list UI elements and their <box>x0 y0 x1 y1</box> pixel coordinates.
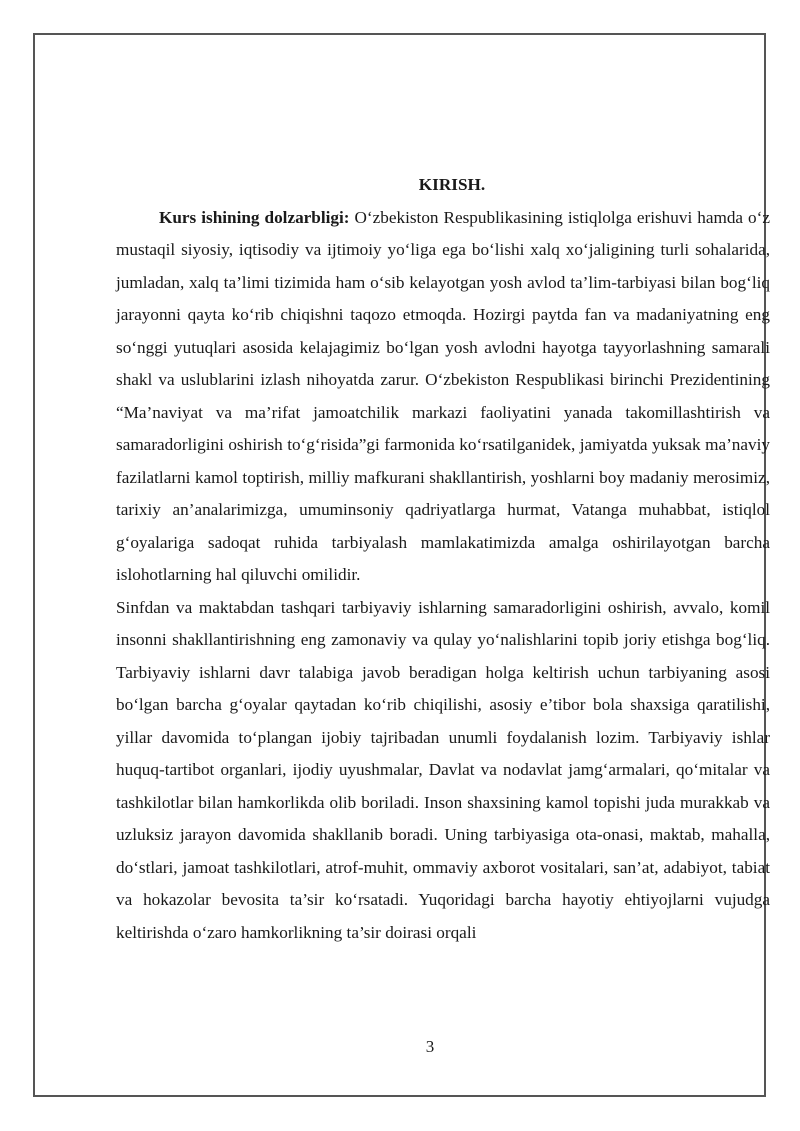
paragraph-text: O‘zbekiston Respublikasining istiqlolga erishuvi hamda o‘z mustaqil siyosiy, iqtisodiy va ijtimoiy yo‘liga ega bo‘lishi xalq xo‘jaligining turli sohalarida, jumladan, xalq ta’limi tizimida ham o‘sib kelayotgan yosh avlod ta’lim-tarbiyasi bilan bog‘liq jarayonni qayta ko‘rib chiqishni taqozo etmoqda. Hozirgi paytda fan va madaniyatning eng so‘nggi yutuqlari asosida kelajagimiz bo‘lgan yosh avlodni hayotga tayyorlashning samarali shakl va uslublarini izlash nihoyatda zarur. O‘zbekiston Respublikasi birinchi Prezidentining “Ma’naviyat va ma’rifat jamoatchilik markazi faoliyatini yanada takomillashtirish va samaradorligini oshirish to‘g‘risida”gi farmonida ko‘rsatilganidek, jamiyatda yuksak ma’naviy fazilatlarni kamol toptirish, milliy mafkurani shakllantirish, yoshlarni boy madaniy merosimiz, tarixiy an’analarimizga, umuminsoniy qadriyatlarga hurmat, Vatanga muhabbat, istiqlol g‘oyalariga sadoqat ruhida tarbiyalash mamlakatimizda amalga oshirilayotgan barcha islohotlarning hal qiluvchi omilidir. <box>116 207 770 584</box>
paragraph-relevance <box>116 202 770 592</box>
paragraph-extracurricular: Sinfdan va maktabdan tashqari tarbiyaviy ishlarning samaradorligini oshirish, avvalo, komil insonni shakllantirishning eng zamonaviy va qulay yo‘nalishlarini topib joriy etishga bog‘liq. Tarbiyaviy ishlarni davr talabiga javob beradigan holga keltirish uchun tarbiyaning asosi bo‘lgan barcha g‘oyalar qaytadan ko‘rib chiqilishi, asosiy e’tibor bola shaxsiga qaratilishi, yillar davomida to‘plangan ijobiy tajribadan unumli foydalanish lozim. Tarbiyaviy ishlar huquq-tartibot organlari, ijodiy uyushmalar, Davlat va nodavlat jamg‘armalari, qo‘mitalar va tashkilotlar bilan hamkorlikda olib boriladi. Inson shaxsining kamol topishi juda murakkab va uzluksiz jarayon davomida shakllanib boradi. Uning tarbiyasiga ota-onasi, maktab, mahalla, do‘stlari, jamoat tashkilotlari, atrof-muhit, ommaviy axborot vositalari, san’at, adabiyot, tabiat va hokazolar bevosita ta’sir ko‘rsatadi. Yuqoridagi barcha hayotiy ehtiyojlarni vujudga keltirishda o‘zaro hamkorlikning ta’sir doirasi orqali <box>116 597 770 942</box>
document-body <box>116 169 770 949</box>
section-heading: KIRISH. <box>418 175 486 194</box>
page-number: 3 <box>425 1037 435 1056</box>
paragraph-lead: Kurs ishining dolzarbligi: <box>159 207 350 227</box>
